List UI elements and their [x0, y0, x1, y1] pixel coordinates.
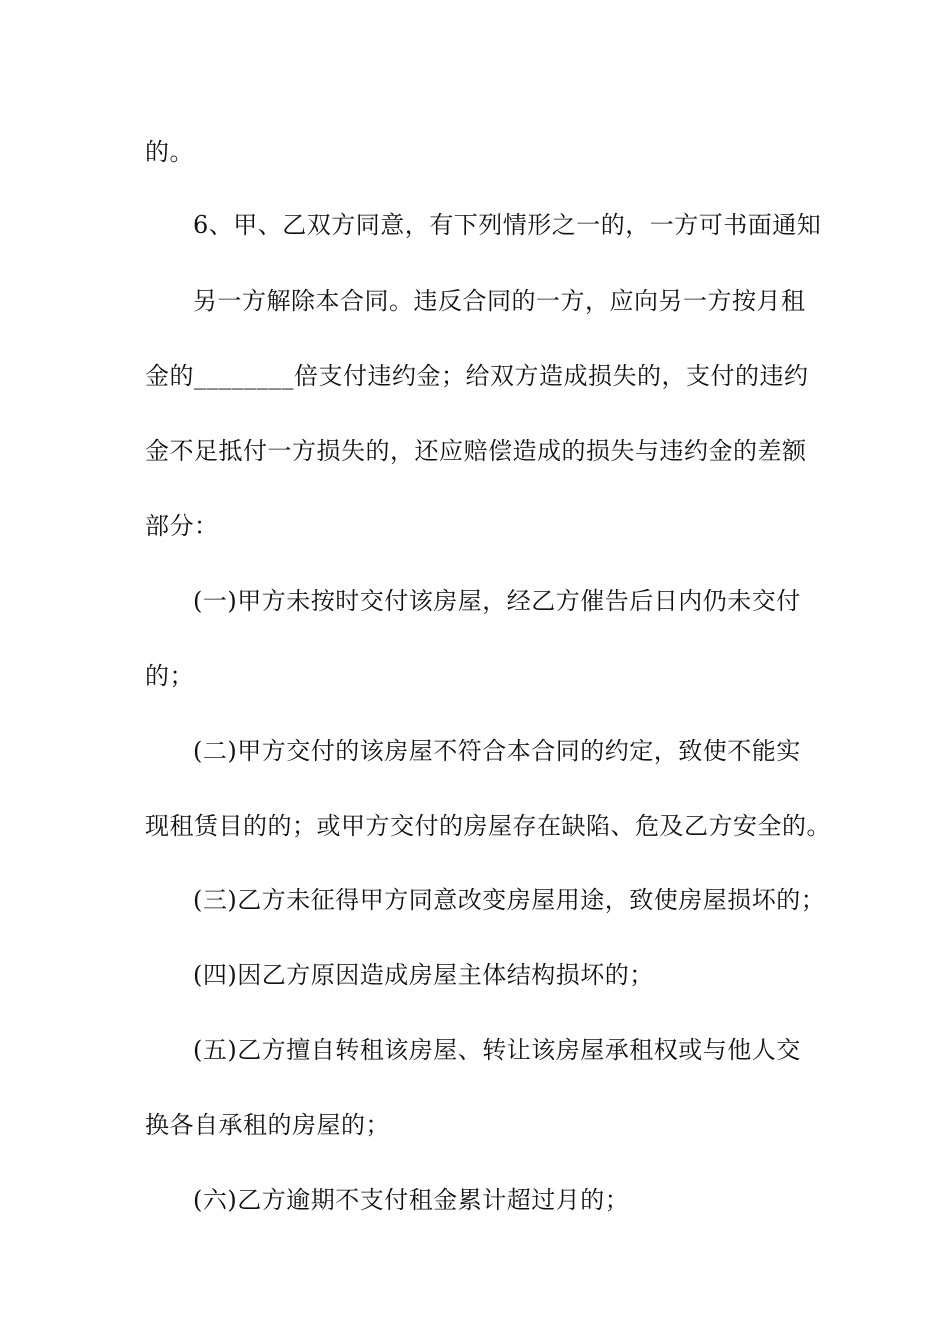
list-item-3: (三)乙方未征得甲方同意改变房屋用途，致使房屋损坏的； [193, 886, 826, 914]
text-line: 现租赁目的的；或甲方交付的房屋存在缺陷、危及乙方安全的。 [145, 812, 831, 840]
list-item-1: (一)甲方未按时交付该房屋，经乙方催告后日内仍未交付 [193, 587, 801, 615]
text-line: 金不足抵付一方损失的，还应赔偿造成的损失与违约金的差额 [145, 437, 807, 465]
list-item-4: (四)因乙方原因造成房屋主体结构损坏的； [193, 961, 654, 989]
text-line: 部分： [145, 512, 219, 540]
text-line: 换各自承租的房屋的； [145, 1111, 390, 1139]
text-line: 另一方解除本合同。违反合同的一方，应向另一方按月租 [193, 287, 806, 315]
list-item-5: (五)乙方擅自转租该房屋、转让该房屋承租权或与他人交 [193, 1036, 801, 1064]
text-line-with-blank: 金的________倍支付违约金；给双方造成损失的，支付的违约 [145, 362, 809, 390]
text-line: 的。 [145, 138, 194, 166]
clause-6-heading: 6、甲、乙双方同意，有下列情形之一的，一方可书面通知 [193, 211, 822, 239]
text-line: 的； [145, 662, 194, 690]
list-item-6: (六)乙方逾期不支付租金累计超过月的； [193, 1186, 630, 1214]
list-item-2: (二)甲方交付的该房屋不符合本合同的约定，致使不能实 [193, 737, 801, 765]
